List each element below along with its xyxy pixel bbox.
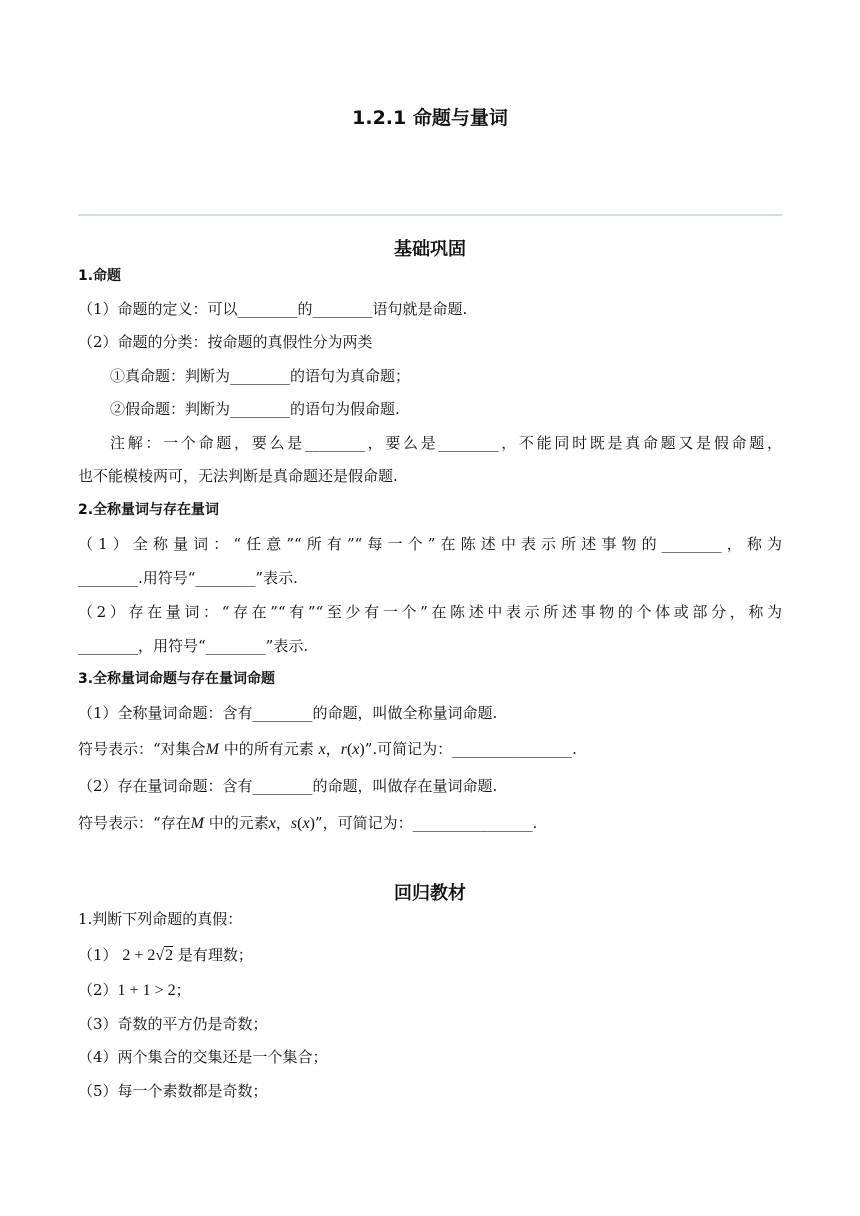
math-var: x <box>302 815 310 832</box>
math-var: x <box>352 741 360 758</box>
header-divider <box>78 214 782 216</box>
text-span: （1） <box>78 946 118 964</box>
text-line: （1）全称量词命题：含有________的命题，叫做全称量词命题. <box>78 704 498 722</box>
list-item: （4）两个集合的交集还是一个集合； <box>78 1048 328 1066</box>
text-line: ________.用符号“________”表示. <box>78 569 298 587</box>
text-span: ； <box>175 981 191 999</box>
math-var: r <box>340 741 347 758</box>
math-paren: ) <box>309 815 315 832</box>
formula-line-universal <box>78 737 782 762</box>
sqrt-symbol: √ <box>155 947 165 964</box>
text-line: ①真命题：判断为________的语句为真命题； <box>110 367 411 385</box>
text-line: （1）命题的定义：可以________的________语句就是命题. <box>78 300 468 318</box>
text-line: （2）命题的分类：按命题的真假性分为两类 <box>78 333 373 351</box>
text-line: （2）存在量词：“存在”“有”“至少有一个”在陈述中表示所述事物的个体或部分，称为 <box>78 603 782 621</box>
formula-line-existential <box>78 811 782 836</box>
math-expr: 2 + 2 <box>122 947 156 964</box>
math-var: M <box>190 815 204 832</box>
math-var: s <box>290 815 298 832</box>
list-item: （3）奇数的平方仍是奇数； <box>78 1015 268 1033</box>
text-span: ”，可简记为：________________. <box>314 814 538 832</box>
text-line: 注解：一个命题，要么是________，要么是________，不能同时既是真命题又是假命题， <box>110 434 782 452</box>
document-title: 1.2.1 命题与量词 <box>352 107 508 129</box>
section-title-basics: 基础巩固 <box>394 239 466 260</box>
question-intro: 1.判断下列命题的真假： <box>78 910 243 928</box>
sqrt-radicand: 2 <box>165 947 174 964</box>
text-span: 符号表示：“对集合 <box>78 740 206 758</box>
math-paren: ( <box>346 741 353 758</box>
text-line: （1）全称量词：“任意”“所有”“每一个”在陈述中表示所述事物的________，称为 <box>78 535 782 553</box>
math-var: x <box>268 815 276 832</box>
text-span: ， <box>325 740 341 758</box>
list-item <box>78 943 782 968</box>
heading-quantified-propositions: 3.全称量词命题与存在量词命题 <box>78 671 276 687</box>
text-span: ”.可简记为：________________. <box>364 740 577 758</box>
text-span: （2） <box>78 981 118 999</box>
section-title-textbook: 回归教材 <box>394 883 466 904</box>
text-line: ________，用符号“________”表示. <box>78 637 309 655</box>
list-item: （5）每一个素数都是奇数； <box>78 1082 268 1100</box>
heading-proposition: 1.命题 <box>78 268 122 284</box>
text-span: 是有理数； <box>177 946 253 964</box>
text-line: （2）存在量词命题：含有________的命题，叫做存在量词命题. <box>78 777 498 795</box>
text-span: 中的所有元素 <box>223 740 314 758</box>
text-span: 符号表示：“存在 <box>78 814 191 832</box>
math-var: M <box>205 741 219 758</box>
text-span: ， <box>275 814 291 832</box>
heading-quantifiers: 2.全称量词与存在量词 <box>78 502 220 518</box>
math-paren: ) <box>359 741 365 758</box>
list-item <box>78 978 782 1003</box>
text-line: ②假命题：判断为________的语句为假命题. <box>110 400 400 418</box>
text-span: 中的元素 <box>208 814 269 832</box>
math-var: x <box>318 741 326 758</box>
math-paren: ( <box>297 815 303 832</box>
text-line: 也不能模棱两可，无法判断是真命题还是假命题. <box>78 467 398 485</box>
math-expr: 1 + 1 > 2 <box>117 982 176 999</box>
